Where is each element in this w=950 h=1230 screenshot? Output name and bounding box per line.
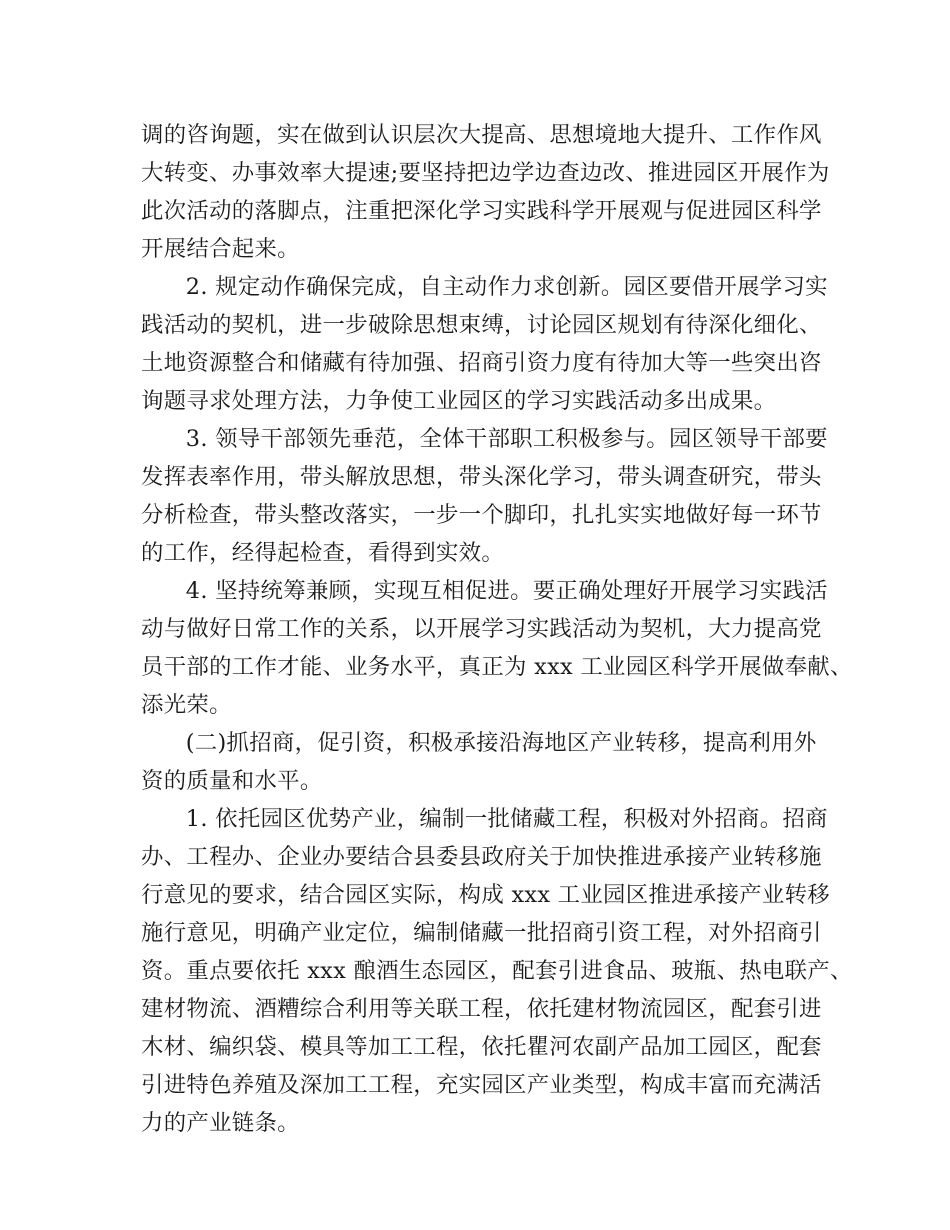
text-line: 土地资源整合和储藏有待加强、招商引资力度有待加大等一些突出咨	[141, 350, 822, 376]
text-line: 动与做好日常工作的关系，以开展学习实践活动为契机，大力提高党	[141, 616, 822, 642]
text-line: 行意见的要求，结合园区实际，构成 xxx 工业园区推进承接产业转移	[141, 882, 830, 908]
paragraph-subitem-1	[141, 800, 853, 1142]
paragraph-continuation	[141, 116, 830, 268]
text-line: 开展结合起来。	[141, 236, 300, 262]
text-line: 办、工程办、企业办要结合县委县政府关于加快推进承接产业转移施	[141, 844, 822, 870]
paragraph-item-2	[141, 268, 828, 420]
text-line: 木材、编织袋、模具等加工工程，依托瞿河农副产品加工园区，配套	[141, 1034, 822, 1060]
text-line: 践活动的契机，进一步破除思想束缚，讨论园区规划有待深化细化、	[141, 312, 822, 338]
text-line: 大转变、办事效率大提速;要坚持把边学边查边改、推进园区开展作为	[141, 160, 830, 186]
text-line: 资的质量和水平。	[141, 768, 323, 794]
text-line: 发挥表率作用，带头解放思想，带头深化学习，带头调查研究，带头	[141, 464, 822, 490]
text-line: 施行意见，明确产业定位，编制储藏一批招商引资工程，对外招商引	[141, 920, 822, 946]
text-line: 分析检查，带头整改落实，一步一个脚印，扎扎实实地做好每一环节	[141, 502, 822, 528]
section-heading-2	[141, 724, 817, 800]
text-line: 的工作，经得起检查，看得到实效。	[141, 540, 505, 566]
text-line: 引进特色养殖及深加工工程，充实园区产业类型，构成丰富而充满活	[141, 1072, 822, 1098]
text-line: 力的产业链条。	[141, 1110, 300, 1136]
text-line: 员干部的工作才能、业务水平，真正为 xxx 工业园区科学开展做奉献、	[141, 654, 853, 680]
paragraph-item-4	[141, 572, 853, 724]
text-line: 询题寻求处理方法，力争使工业园区的学习实践活动多出成果。	[141, 388, 777, 414]
text-line: 2. 规定动作确保完成，自主动作力求创新。园区要借开展学习实	[185, 274, 828, 300]
text-line: (二)抓招商，促引资，积极承接沿海地区产业转移，提高利用外	[185, 730, 817, 756]
document-body	[141, 116, 853, 1142]
text-line: 3. 领导干部领先垂范，全体干部职工积极参与。园区领导干部要	[185, 426, 828, 452]
text-line: 建材物流、酒糟综合利用等关联工程，依托建材物流园区，配套引进	[141, 996, 822, 1022]
text-line: 4. 坚持统筹兼顾，实现互相促进。要正确处理好开展学习实践活	[185, 578, 828, 604]
text-line: 此次活动的落脚点，注重把深化学习实践科学开展观与促进园区科学	[141, 198, 822, 224]
paragraph-item-3	[141, 420, 828, 572]
text-line: 1. 依托园区优势产业，编制一批储藏工程，积极对外招商。招商	[185, 806, 828, 832]
text-line: 添光荣。	[141, 692, 232, 718]
text-line: 资。重点要依托 xxx 酿酒生态园区，配套引进食品、玻瓶、热电联产、	[141, 958, 853, 984]
text-line: 调的咨询题，实在做到认识层次大提高、思想境地大提升、工作作风	[141, 122, 822, 148]
